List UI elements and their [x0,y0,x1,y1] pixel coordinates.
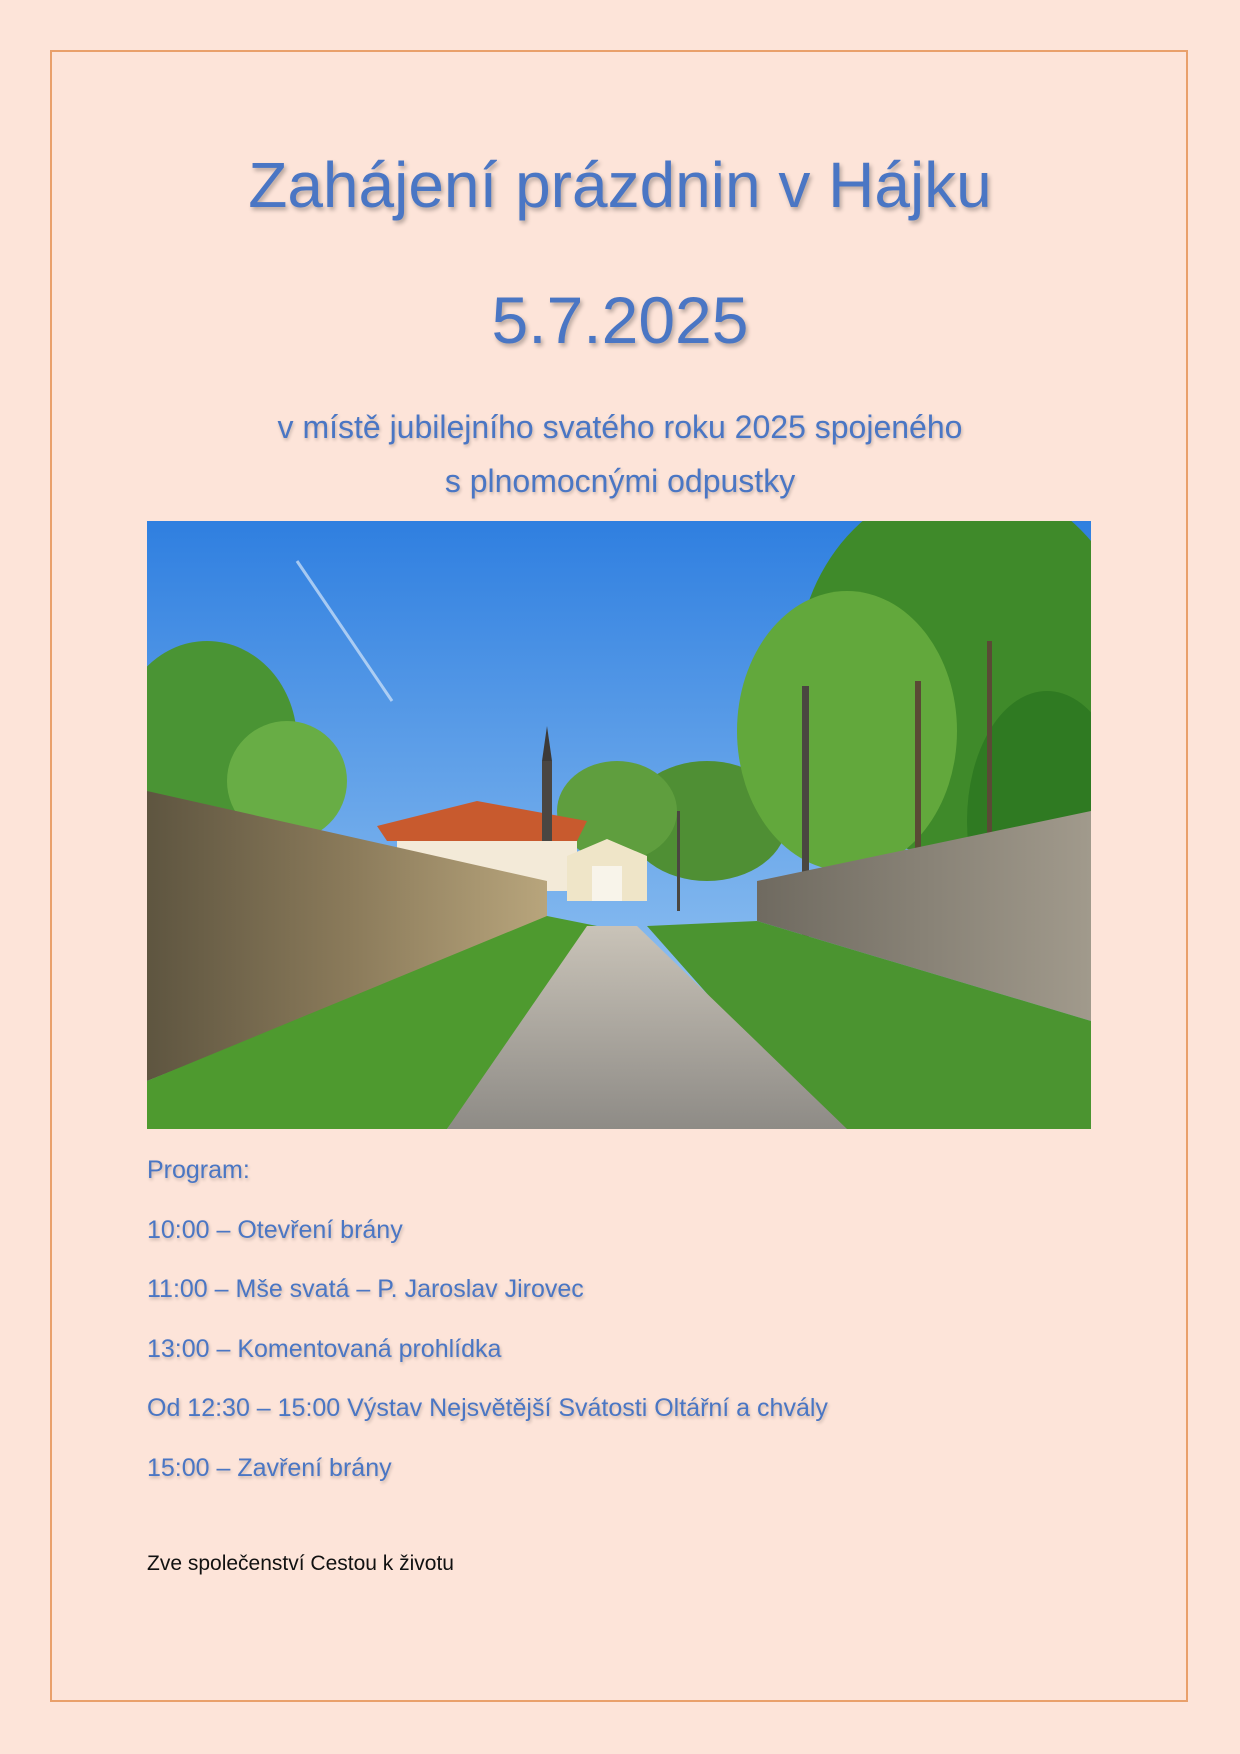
program-item: 11:00 – Mše svatá – P. Jaroslav Jirovec [147,1275,584,1303]
program-section [147,1150,1107,1507]
event-date: 5.7.2025 [491,283,749,357]
subtitle [0,400,1240,508]
subtitle-line-1: v místě jubilejního svatého roku 2025 spojeného [277,409,963,445]
program-item: Od 12:30 – 15:00 Výstav Nejsvětější Svátosti Oltářní a chvály [147,1394,828,1422]
program-item: 13:00 – Komentovaná prohlídka [147,1334,502,1363]
subtitle-line-2: s plnomocnými odpustky [444,463,796,499]
page-title: Zahájení prázdnin v Hájku [248,149,992,221]
program-item: 15:00 – Zavření brány [147,1453,392,1482]
invitation-footer: Zve společenství Cestou k životu [147,1552,454,1575]
program-heading: Program: [147,1156,250,1184]
program-item: 10:00 – Otevření brány [147,1215,403,1244]
monastery-path-photo [147,521,1091,1129]
